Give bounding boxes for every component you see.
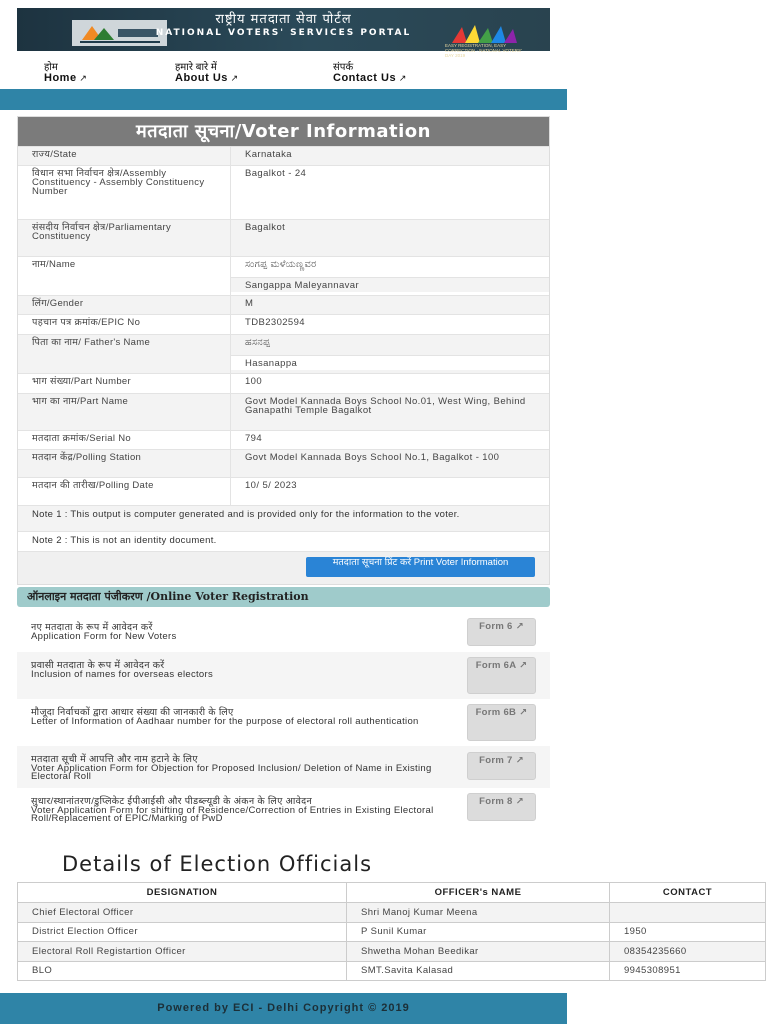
info-label: नाम/Name [18,257,231,295]
external-link-icon: ↗ [230,73,239,83]
info-label: राज्य/State [18,147,231,165]
info-row-parliamentary [18,219,549,256]
note-identity: Note 2 : This is not an identity document. [18,531,549,551]
info-label: संसदीय निर्वाचन क्षेत्र/Parliamentary Constituency [18,220,231,256]
info-row-state [18,146,549,165]
info-row-part-name [18,393,549,430]
info-label: भाग का नाम/Part Name [18,394,231,430]
info-row-name [18,256,549,295]
cell-officer-name: Shri Manoj Kumar Meena [347,903,610,923]
form-button-label: Form 6 [479,621,513,632]
info-label: मतदान केंद्र/Polling Station [18,450,231,477]
cell-designation: BLO [18,961,347,981]
form-button-label: Form 7 [479,755,513,766]
nav-about[interactable] [175,62,238,84]
column-header-name: OFFICER's NAME [347,883,610,903]
top-nav [17,58,550,88]
nav-contact[interactable] [333,62,406,84]
cell-contact [610,903,766,923]
form-description [31,798,451,824]
print-row [18,551,549,584]
external-link-icon: ↗ [515,796,524,807]
info-value-local: ಸಂಗಪ್ಪ ಮಳೆಯಣ್ಣವರ [245,259,317,270]
cell-contact: 1950 [610,922,766,942]
portal-title-english: NATIONAL VOTERS' SERVICES PORTAL [155,28,412,38]
cell-designation: Chief Electoral Officer [18,903,347,923]
nav-home-label: Home [44,72,77,84]
info-label: विधान सभा निर्वाचन क्षेत्र/Assembly Constituency - Assembly Constituency Number [18,166,231,219]
cell-officer-name: P Sunil Kumar [347,922,610,942]
info-value: Govt Model Kannada Boys School No.01, West Wing, Behind Ganapathi Temple Bagalkot [245,396,526,416]
info-row-epic [18,314,549,334]
form-6a-button[interactable] [467,657,536,694]
print-voter-info-button[interactable]: मतदाता सूचना प्रिंट करें Print Voter Information [306,557,535,577]
info-value: Bagalkot - 24 [245,168,307,179]
table-row [18,961,766,981]
form-desc-english: Letter of Information of Aadhaar number for the purpose of electoral roll authentication [31,715,419,727]
info-row-polling-date [18,477,549,505]
info-value: Govt Model Kannada Boys School No.1, Bagalkot - 100 [245,452,500,463]
cell-contact: 9945308951 [610,961,766,981]
form-desc-english: Application Form for New Voters [31,630,177,642]
external-link-icon: ↗ [79,73,87,83]
cell-designation: District Election Officer [18,922,347,942]
nav-about-label: About Us [175,72,228,84]
officials-title: Details of Election Officials [62,852,373,876]
nav-home[interactable] [44,62,87,84]
info-row-serial [18,430,549,449]
cell-designation: Electoral Roll Registartion Officer [18,942,347,962]
info-row-part-number [18,373,549,393]
form-description [31,709,451,726]
form-row-8 [17,788,550,848]
nav-contact-hindi: संपर्क [333,62,354,73]
external-link-icon: ↗ [519,707,528,718]
external-link-icon: ↗ [518,660,528,671]
table-row [18,903,766,923]
info-value: 794 [245,433,263,444]
portal-tagline: EASY REGISTRATION, EASY CORRECTION · NATIONAL VOTERS' DAY 2019 [445,43,522,58]
table-row [18,922,766,942]
info-value: Bagalkot [245,222,286,233]
info-label: लिंग/Gender [18,296,231,314]
form-description [31,662,451,679]
form-6b-button[interactable] [467,704,536,741]
form-row-6a [17,652,550,699]
form-description [31,624,451,641]
footer: Powered by ECI - Delhi Copyright © 2019 [0,993,567,1024]
online-registration-heading: ऑनलाइन मतदाता पंजीकरण /Online Voter Registration [17,587,550,607]
form-desc-hindi: मौजूदा निर्वाचकों द्वारा आधार संख्या की जानकारी के लिए [31,707,234,718]
info-label: मतदान की तारीख/Polling Date [18,478,231,505]
cell-contact: 08354235660 [610,942,766,962]
info-value-english: Hasanappa [231,355,549,370]
info-row-father [18,334,549,373]
info-value-group [231,335,549,373]
form-desc-hindi: नए मतदाता के रूप में आवेदन करें [31,622,153,633]
form-7-button[interactable] [467,752,536,780]
info-label: पिता का नाम/ Father's Name [18,335,231,373]
info-value-group [231,257,549,295]
form-desc-english: Voter Application Form for shifting of Residence/Correction of Entries in Existing Electoral Roll/Replacement of EPIC/Marking of PwD [31,804,434,824]
external-link-icon: ↗ [515,621,524,632]
info-value-local: ಹಸನಪ್ಪ [245,337,271,348]
form-6-button[interactable] [467,618,536,646]
column-header-contact: CONTACT [610,883,766,903]
form-description [31,756,451,782]
nav-contact-label: Contact Us [333,72,397,84]
form-desc-hindi: सुधार/स्थानांतरण/डुप्लिकेट ईपीआईसी और पीडब्ल्यूडी के अंकन के लिए आवेदन [31,796,313,807]
nav-about-hindi: हमारे बारे में [175,62,217,73]
note-computer-generated: Note 1 : This output is computer generated and is provided only for the information to the voter. [18,505,549,531]
form-button-label: Form 8 [479,796,513,807]
info-value-english: Sangappa Maleyannavar [231,277,549,292]
info-value: 100 [245,376,263,387]
form-row-7 [17,746,550,788]
info-label: मतदाता क्रमांक/Serial No [18,431,231,449]
form-8-button[interactable] [467,793,536,821]
info-value: TDB2302594 [245,317,305,328]
form-desc-english: Inclusion of names for overseas electors [31,668,214,680]
portal-title-hindi: राष्ट्रीय मतदाता सेवा पोर्टल [215,12,352,27]
voter-info-title: मतदाता सूचना/Voter Information [18,117,549,146]
cell-officer-name: Shwetha Mohan Beedikar [347,942,610,962]
table-row [18,942,766,962]
portal-banner [17,8,550,58]
form-row-6b [17,699,550,746]
info-row-polling-station [18,449,549,477]
cell-officer-name: SMT.Savita Kalasad [347,961,610,981]
voter-info-panel [17,116,550,585]
column-header-designation: DESIGNATION [18,883,347,903]
voters-day-graphic-icon [447,23,517,43]
info-label: भाग संख्या/Part Number [18,374,231,393]
form-desc-hindi: प्रवासी मतदाता के रूप में आवेदन करें [31,660,165,671]
form-button-label: Form 6B [475,707,517,718]
info-label: पहचान पत्र क्रमांक/EPIC No [18,315,231,334]
accent-bar [0,89,567,110]
officials-table [17,882,766,981]
info-value: 10/ 5/ 2023 [245,480,297,491]
table-header-row [18,883,766,903]
external-link-icon: ↗ [398,73,407,83]
info-value: Karnataka [245,149,292,160]
form-button-label: Form 6A [475,660,517,671]
info-row-gender [18,295,549,314]
form-desc-english: Voter Application Form for Objection for Proposed Inclusion/ Deletion of Name in Existing Electoral Roll [31,762,432,782]
form-row-6 [17,612,550,652]
info-row-assembly [18,165,549,219]
info-value: M [245,298,254,309]
form-desc-hindi: मतदाता सूची में आपत्ति और नाम हटाने के लिए [31,754,198,765]
nav-home-hindi: होम [44,62,58,73]
external-link-icon: ↗ [515,755,524,766]
